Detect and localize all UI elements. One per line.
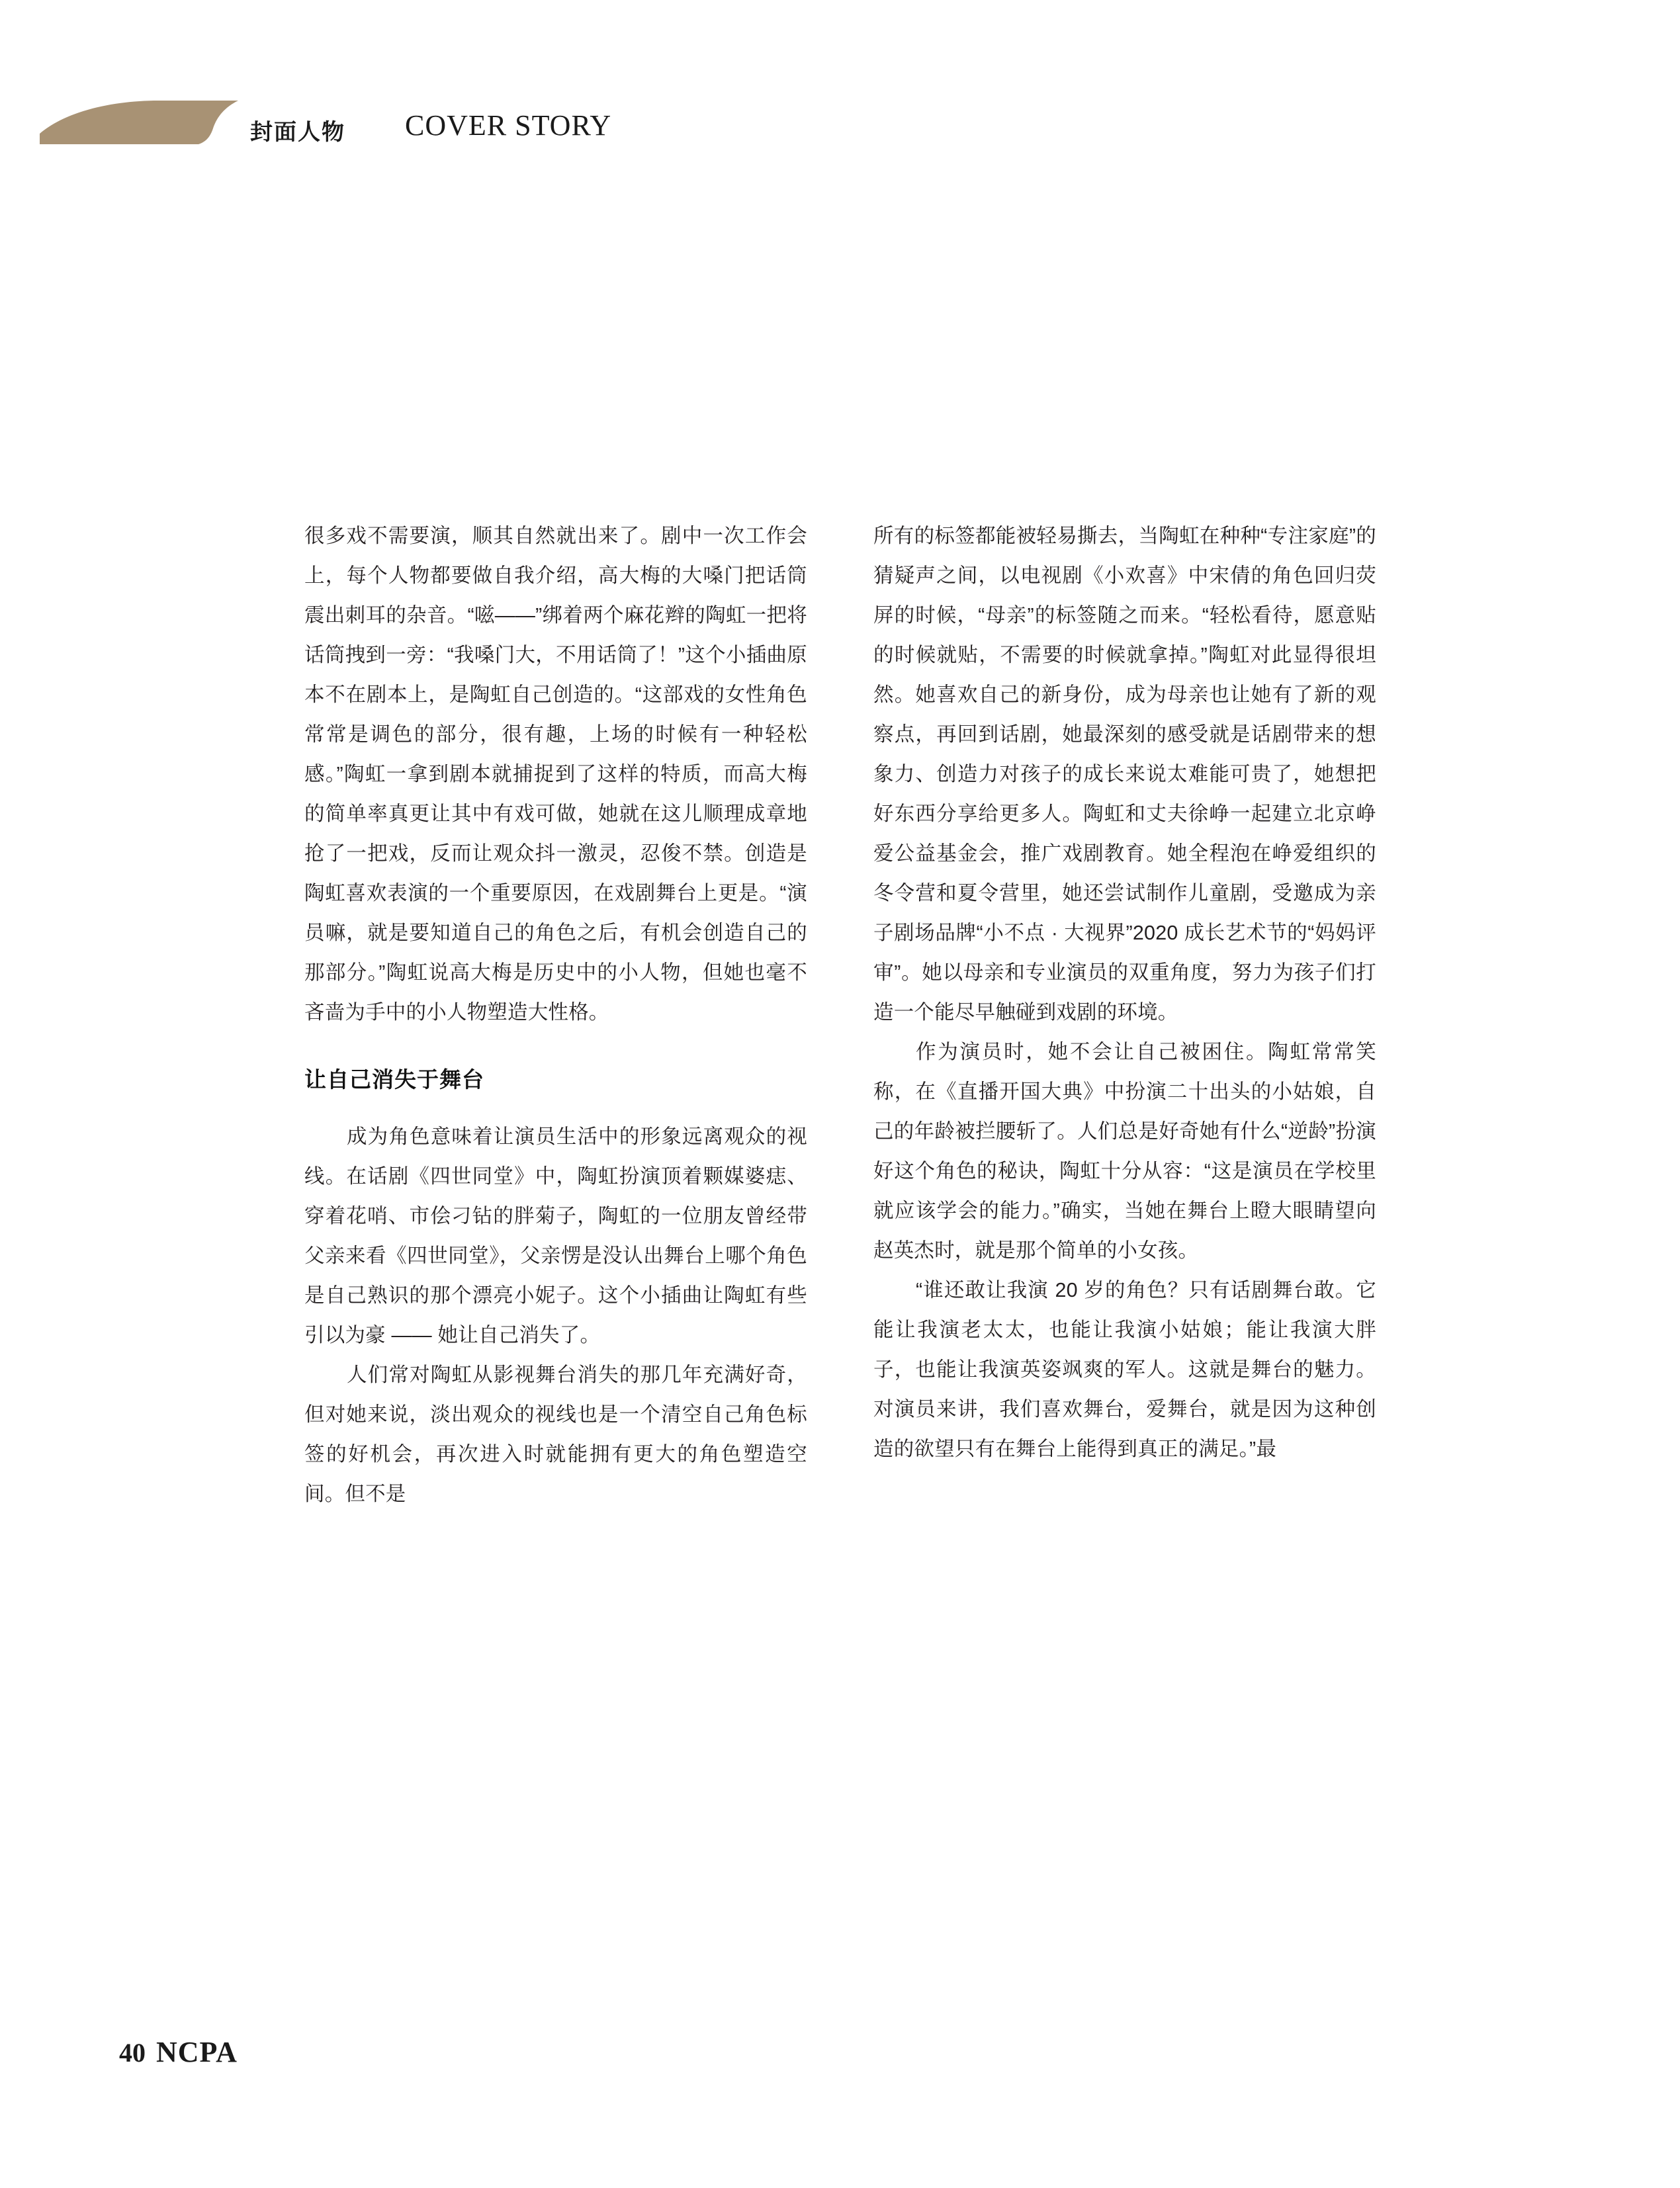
page-number: 40 bbox=[119, 2038, 146, 2068]
section-title-cn: 封面人物 bbox=[250, 120, 345, 145]
paragraph: 很多戏不需要演，顺其自然就出来了。剧中一次工作会上，每个人物都要做自我介绍，高大梅的大嗓门把话筒震出刺耳的杂音。“嗞——”绑着两个麻花辫的陶虹一把将话筒拽到一旁：“我嗓门大，不用话筒了！”这个小插曲原本不在剧本上，是陶虹自己创造的。“这部戏的女性角色常常是调色的部分，很有趣，上场的时候有一种轻松感。”陶虹一拿到剧本就捕捉到了这样的特质，而高大梅的简单率真更让其中有戏可做，她就在这儿顺理成章地抢了一把戏，反而让观众抖一激灵，忍俊不禁。创造是陶虹喜欢表演的一个重要原因，在戏剧舞台上更是。“演员嘛，就是要知道自己的角色之后，有机会创造自己的那部分。”陶虹说高大梅是历史中的小人物，但她也毫不吝啬为手中的小人物塑造大性格。 bbox=[304, 525, 807, 1024]
section-subheading: 让自己消失于舞台 bbox=[304, 1067, 484, 1092]
page-footer bbox=[119, 2035, 238, 2069]
publication-name: NCPA bbox=[156, 2036, 238, 2068]
paragraph: 人们常对陶虹从影视舞台消失的那几年充满好奇，但对她来说，淡出观众的视线也是一个清空自己角色标签的好机会，再次进入时就能拥有更大的角色塑造空间。但不是 bbox=[304, 1364, 807, 1505]
paragraph: “谁还敢让我演 20 岁的角色？只有话剧舞台敢。它能让我演老太太，也能让我演小姑娘；能让我演大胖子，也能让我演英姿飒爽的军人。这就是舞台的魅力。对演员来讲，我们喜欢舞台，爱舞台，就是因为这种创造的欲望只有在舞台上能得到真正的满足。”最 bbox=[873, 1279, 1376, 1460]
column-left bbox=[304, 516, 807, 1514]
section-title-en: COVER STORY bbox=[405, 109, 612, 142]
column-right bbox=[873, 516, 1376, 1514]
paragraph: 成为角色意味着让演员生活中的形象远离观众的视线。在话剧《四世同堂》中，陶虹扮演顶着颗媒婆痣、穿着花哨、市侩刁钻的胖菊子，陶虹的一位朋友曾经带父亲来看《四世同堂》，父亲愣是没认出舞台上哪个角色是自己熟识的那个漂亮小妮子。这个小插曲让陶虹有些引以为豪 —— 她让自己消失了。 bbox=[304, 1125, 807, 1346]
page-header bbox=[0, 99, 1680, 179]
paragraph: 作为演员时，她不会让自己被困住。陶虹常常笑称，在《直播开国大典》中扮演二十出头的小姑娘，自己的年龄被拦腰斩了。人们总是好奇她有什么“逆龄”扮演好这个角色的秘诀，陶虹十分从容：“这是演员在学校里就应该学会的能力。”确实，当她在舞台上瞪大眼睛望向赵英杰时，就是那个简单的小女孩。 bbox=[873, 1041, 1376, 1262]
paragraph: 所有的标签都能被轻易撕去，当陶虹在种种“专注家庭”的猜疑声之间，以电视剧《小欢喜》中宋倩的角色回归荧屏的时候，“母亲”的标签随之而来。“轻松看待，愿意贴的时候就贴，不需要的时候就拿掉。”陶虹对此显得很坦然。她喜欢自己的新身份，成为母亲也让她有了新的观察点，再回到话剧，她最深刻的感受就是话剧带来的想象力、创造力对孩子的成长来说太难能可贵了，她想把好东西分享给更多人。陶虹和丈夫徐峥一起建立北京峥爱公益基金会，推广戏剧教育。她全程泡在峥爱组织的冬令营和夏令营里，她还尝试制作儿童剧，受邀成为亲子剧场品牌“小不点 · 大视界”2020 成长艺术节的“妈妈评审”。她以母亲和专业演员的双重角度，努力为孩子们打造一个能尽早触碰到戏剧的环境。 bbox=[873, 525, 1376, 1024]
article-body bbox=[304, 516, 1376, 1514]
